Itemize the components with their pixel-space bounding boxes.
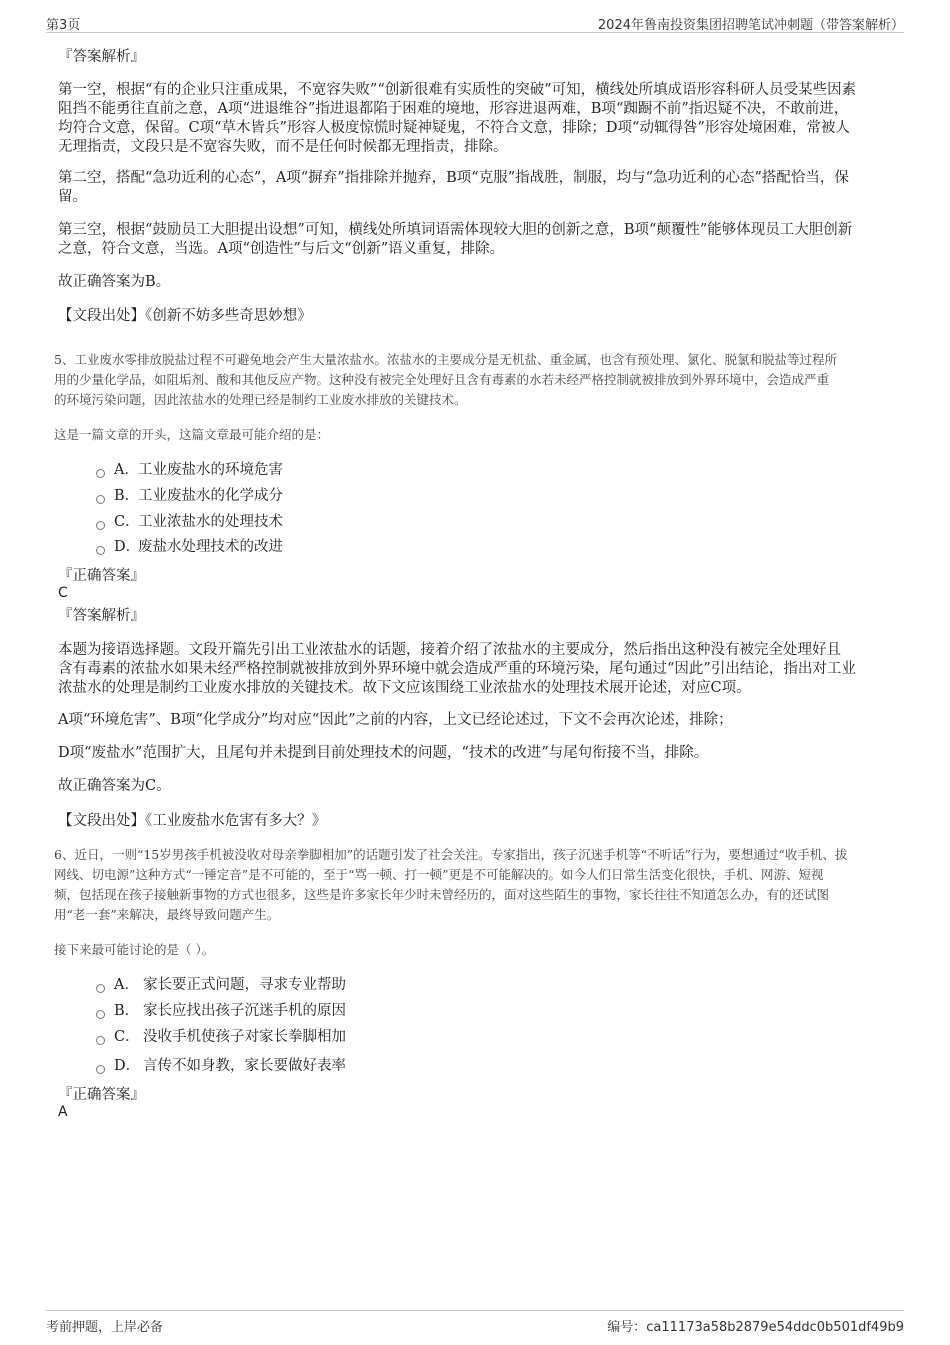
radio-button[interactable]: [96, 1010, 105, 1019]
q4-source: 【文段出处】《创新不妨多些奇思妙想》: [58, 308, 312, 324]
document-id: 编号：ca11173a58b2879e54ddc0b501df49b9: [607, 1320, 904, 1335]
q4-analysis-para-2: [58, 169, 892, 207]
option-letter: B．: [114, 1003, 140, 1019]
q5-option-c[interactable]: [96, 513, 283, 532]
page-footer: [46, 1310, 904, 1335]
q4-conclusion: 故正确答案为B。: [58, 274, 171, 290]
q6-answer-label: 『正确答案』: [58, 1087, 145, 1103]
text-line: 用的少量化学品，如阻垢剂、酸和其他反应产物。这种没有被完全处理好且含有毒素的水若未经严格控制就被排放到外界环境中，会造成严重: [54, 372, 830, 387]
text-line: 浓盐水的处理是制约工业废水排放的关键技术。故下文应该围绕工业浓盐水的处理技术展开论述，对应C项。: [58, 680, 751, 696]
option-letter: D．: [114, 1058, 141, 1074]
q6-option-b[interactable]: [96, 1002, 346, 1021]
radio-button[interactable]: [96, 495, 105, 504]
option-text: 没收手机使孩子对家长拳脚相加: [143, 1029, 346, 1045]
q5-option-b[interactable]: [96, 487, 283, 506]
q5-question: 这是一篇文章的开头，这篇文章最可能介绍的是：: [54, 427, 330, 442]
q5-stem: [54, 350, 898, 410]
text-line: 第二空，搭配“急功近利的心态”，A项“摒弃”指排除并抛弃，B项“克服”指战胜，制服，均与“急功近利的心态”搭配恰当，保: [58, 170, 849, 186]
q6-answer-value: A: [58, 1104, 68, 1120]
option-text: 工业废盐水的环境危害: [138, 462, 283, 478]
text-line: 含有毒素的浓盐水如果未经严格控制就被排放到外界环境中就会造成严重的环境污染，尾句通过“因此”引出结论，指出对工业: [58, 661, 856, 677]
q5-answer-label: 『正确答案』: [58, 568, 145, 584]
radio-button[interactable]: [96, 1036, 105, 1045]
q6-question: 接下来最可能讨论的是（ ）。: [54, 942, 215, 957]
text-line: 第一空，根据“有的企业只注重成果，不宽容失败”“创新很难有实质性的突破”可知，横线处所填成语形容科研人员受某些因素: [58, 82, 857, 98]
q5-analysis-label: 『答案解析』: [58, 608, 145, 624]
q6-stem: [54, 845, 898, 925]
option-text: 工业废盐水的化学成分: [138, 488, 283, 504]
q5-analysis-para-2: A项“环境危害”、B项“化学成分”均对应“因此”之前的内容，上文已经论述过，下文不会再次论述，排除；: [58, 712, 733, 728]
option-text: 家长应找出孩子沉迷手机的原因: [143, 1003, 346, 1019]
q6-option-c[interactable]: [96, 1028, 346, 1047]
option-letter: D．: [114, 539, 141, 555]
option-text: 言传不如身教，家长要做好表率: [143, 1058, 346, 1074]
q5-source: 【文段出处】《工业废盐水危害有多大？》: [58, 813, 327, 829]
text-line: 频，包括现在孩子接触新事物的方式也很多，这些是许多家长年少时未曾经历的，面对这些陌生的事物，家长往往不知道怎么办，有的还试图: [54, 887, 830, 902]
option-text: 工业浓盐水的处理技术: [138, 514, 283, 530]
radio-button[interactable]: [96, 984, 105, 993]
radio-button[interactable]: [96, 521, 105, 530]
q5-answer-value: C: [58, 585, 68, 601]
text-line: 网线、切电源”这种方式“一锤定音”是不可能的，至于“骂一顿、打一顿”更是不可能解决的。如今人们日常生活变化很快，手机、网游、短视: [54, 867, 824, 882]
q5-conclusion: 故正确答案为C。: [58, 778, 171, 794]
text-line: 用“老一套”来解决，最终导致问题产生。: [54, 907, 280, 922]
text-line: 之意，符合文意，当选。A项“创造性”与后文“创新”语义重复，排除。: [58, 241, 505, 257]
q5-option-a[interactable]: [96, 461, 283, 480]
option-letter: A．: [114, 977, 139, 993]
page-header: [46, 12, 904, 33]
footer-slogan: 考前押题，上岸必备: [46, 1320, 164, 1335]
option-text: 家长要正式问题，寻求专业帮助: [143, 977, 346, 993]
option-letter: A．: [114, 462, 139, 478]
text-line: 5、工业废水零排放脱盐过程不可避免地会产生大量浓盐水。浓盐水的主要成分是无机盐、重金属，也含有预处理、氯化、脱氯和脱盐等过程所: [54, 352, 837, 367]
text-line: 6、近日，一则“15岁男孩手机被没收对母亲拳脚相加”的话题引发了社会关注。专家指出，孩子沉迷手机等“不听话”行为，要想通过“收手机、拔: [54, 847, 848, 862]
q5-analysis-para-1: [58, 641, 892, 698]
radio-button[interactable]: [96, 1065, 105, 1074]
text-line: 第三空，根据“鼓励员工大胆提出设想”可知，横线处所填词语需体现较大胆的创新之意，B项“颠覆性”能够体现员工大胆创新: [58, 222, 853, 238]
text-line: 留。: [58, 189, 87, 205]
document-title: 2024年鲁南投资集团招聘笔试冲刺题（带答案解析）: [597, 18, 904, 33]
option-letter: B．: [114, 488, 140, 504]
q5-analysis-para-3: D项“废盐水”范围扩大，且尾句并未提到目前处理技术的问题，“技术的改进”与尾句衔接不当，排除。: [58, 745, 709, 761]
q6-option-a[interactable]: [96, 976, 346, 995]
q5-option-d[interactable]: [96, 538, 283, 557]
text-line: 阻挡不能勇往直前之意，A项“进退维谷”指进退都陷于困难的境地，形容进退两难，B项“踟蹰不前”指迟疑不决，不敢前进，: [58, 101, 849, 117]
q4-analysis-para-1: [58, 81, 892, 157]
text-line: 均符合文意，保留。C项“草木皆兵”形容人极度惊慌时疑神疑鬼，不符合文意，排除；D项“动辄得咎”形容处境困难，常被人: [58, 120, 850, 136]
q4-analysis-label: 『答案解析』: [58, 49, 145, 65]
option-text: 废盐水处理技术的改进: [138, 539, 283, 555]
page-number: 第3页: [46, 18, 81, 33]
q4-analysis-para-3: [58, 221, 892, 259]
q6-option-d[interactable]: [96, 1057, 346, 1076]
option-letter: C．: [114, 1029, 140, 1045]
radio-button[interactable]: [96, 546, 105, 555]
text-line: 本题为接语选择题。文段开篇先引出工业浓盐水的话题，接着介绍了浓盐水的主要成分，然后指出这种没有被完全处理好且: [58, 642, 841, 658]
text-line: 无理指责，文段只是不宽容失败，而不是任何时候都无理指责，排除。: [58, 139, 508, 155]
radio-button[interactable]: [96, 469, 105, 478]
text-line: 的环境污染问题，因此浓盐水的处理已经是制约工业废水排放的关键技术。: [54, 392, 467, 407]
option-letter: C．: [114, 514, 140, 530]
